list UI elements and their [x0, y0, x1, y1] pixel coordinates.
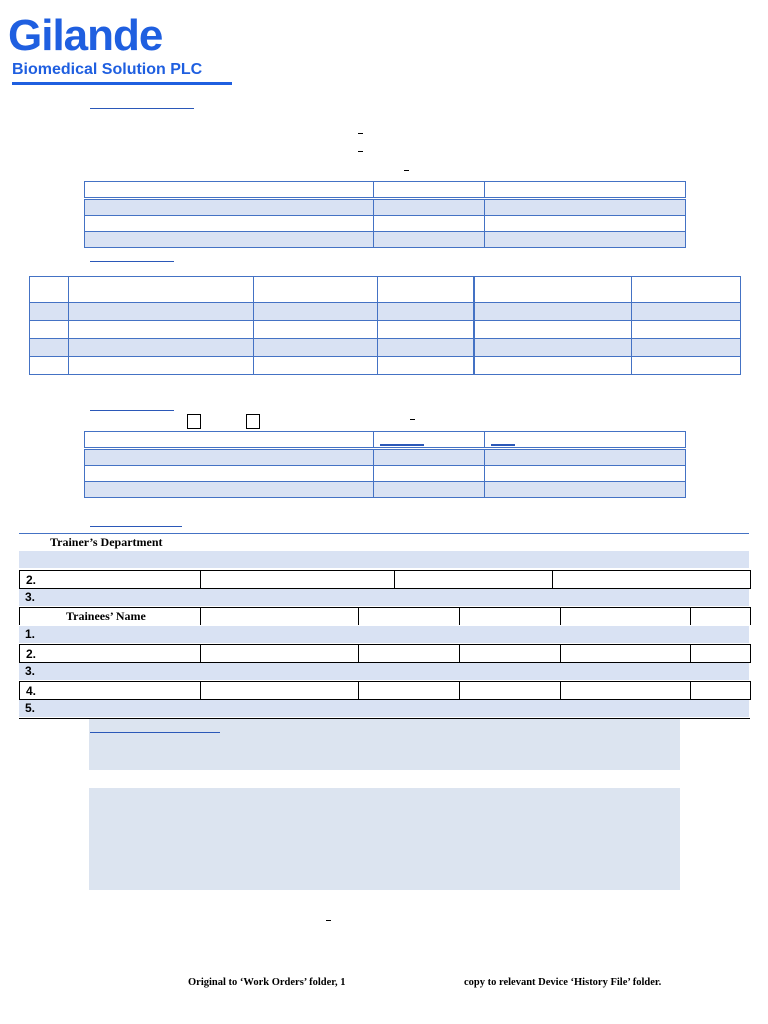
table-cell[interactable]: [632, 321, 741, 339]
table-cell[interactable]: [374, 432, 485, 449]
section-heading-underline: [90, 261, 174, 262]
table-cell[interactable]: [201, 571, 395, 589]
comments-box[interactable]: [89, 788, 680, 890]
table-cell[interactable]: [378, 357, 474, 375]
section-heading-underline: [90, 108, 194, 109]
table-cell[interactable]: [691, 645, 751, 663]
option-checkbox[interactable]: [246, 414, 260, 429]
table-cell[interactable]: [485, 482, 686, 498]
table-cell[interactable]: [30, 277, 69, 303]
table-cell[interactable]: [553, 571, 751, 589]
table-cell[interactable]: [561, 682, 691, 700]
table-cell[interactable]: [460, 682, 561, 700]
row-number: 1.: [25, 627, 36, 641]
table-cell[interactable]: [69, 277, 254, 303]
table-cell[interactable]: [30, 339, 69, 357]
table-cell[interactable]: [69, 321, 254, 339]
table-cell[interactable]: [395, 571, 553, 589]
table-cell[interactable]: [359, 645, 460, 663]
table-cell[interactable]: [378, 321, 474, 339]
table-cell[interactable]: [359, 682, 460, 700]
trainer-table: [19, 570, 751, 589]
table-cell[interactable]: [69, 339, 254, 357]
table-cell[interactable]: [85, 482, 374, 498]
row-number: 2.: [20, 645, 201, 663]
table-cell[interactable]: [359, 608, 460, 626]
table-cell[interactable]: [30, 321, 69, 339]
table-cell[interactable]: [632, 277, 741, 303]
section-heading-underline: [90, 410, 174, 411]
table-cell[interactable]: [374, 232, 485, 248]
table-cell[interactable]: [254, 277, 378, 303]
footer-left-text: Original to ‘Work Orders’ folder, 1: [188, 977, 346, 988]
table-cell[interactable]: [30, 357, 69, 375]
table-cell[interactable]: [485, 449, 686, 466]
table-cell[interactable]: [460, 608, 561, 626]
table-cell[interactable]: [561, 608, 691, 626]
field-dash: [404, 170, 409, 171]
table-cell[interactable]: [485, 182, 686, 199]
company-name: Biomedical Solution PLC: [12, 61, 203, 78]
table-cell[interactable]: [254, 303, 378, 321]
table-cell[interactable]: [201, 682, 359, 700]
band-row: [19, 663, 749, 680]
table-cell[interactable]: [485, 216, 686, 232]
trainee-row: [19, 644, 751, 663]
field-dash: [326, 920, 331, 921]
trainee-row: [19, 681, 751, 700]
trainer-department-label: Trainer’s Department: [50, 535, 163, 549]
table-cell[interactable]: [85, 182, 374, 199]
table-cell[interactable]: [201, 645, 359, 663]
row-number: 2.: [20, 571, 201, 589]
field-dash: [410, 419, 415, 420]
table-cell[interactable]: [474, 277, 632, 303]
row-number: 3.: [25, 664, 36, 678]
table-cell[interactable]: [485, 199, 686, 216]
field-dash: [358, 133, 363, 134]
section-heading-underline: [90, 526, 182, 527]
parts-table: [29, 276, 741, 375]
table-cell[interactable]: [632, 303, 741, 321]
table-cell[interactable]: [374, 482, 485, 498]
table-cell[interactable]: [201, 608, 359, 626]
table-cell[interactable]: [632, 357, 741, 375]
table-cell[interactable]: [85, 232, 374, 248]
table-cell[interactable]: [561, 645, 691, 663]
table-cell[interactable]: [485, 232, 686, 248]
row-number: 4.: [20, 682, 201, 700]
table-cell[interactable]: [374, 216, 485, 232]
table-cell[interactable]: [69, 357, 254, 375]
table-cell[interactable]: [378, 303, 474, 321]
table-cell[interactable]: [254, 357, 378, 375]
table-cell[interactable]: [374, 449, 485, 466]
table-cell[interactable]: [254, 339, 378, 357]
remarks-box[interactable]: [89, 719, 680, 770]
table-cell[interactable]: [254, 321, 378, 339]
band-row: [19, 626, 749, 643]
table-cell[interactable]: [474, 321, 632, 339]
table-cell[interactable]: [378, 339, 474, 357]
option-checkbox[interactable]: [187, 414, 201, 429]
footer-right-text: copy to relevant Device ‘History File’ folder.: [464, 977, 662, 988]
table-cell[interactable]: [85, 432, 374, 449]
field-dash: [358, 151, 363, 152]
table-cell[interactable]: [85, 199, 374, 216]
band-row: [19, 700, 749, 717]
table-cell[interactable]: [374, 182, 485, 199]
trainees-header: [19, 607, 751, 625]
row-number: 3.: [25, 590, 36, 604]
table-cell[interactable]: [485, 466, 686, 482]
table-cell[interactable]: [85, 216, 374, 232]
logo-underline: [12, 82, 232, 85]
remarks-heading-underline: [90, 732, 220, 733]
band-row: [19, 589, 749, 606]
table-cell[interactable]: [474, 339, 632, 357]
table-cell[interactable]: [474, 303, 632, 321]
table-cell[interactable]: [691, 608, 751, 626]
table-cell[interactable]: [485, 432, 686, 449]
table-cell[interactable]: [85, 466, 374, 482]
section-rule: [19, 533, 749, 534]
table-cell[interactable]: [460, 645, 561, 663]
band-row: [19, 551, 749, 568]
table-cell[interactable]: [30, 303, 69, 321]
table-cell[interactable]: [85, 449, 374, 466]
table-cell[interactable]: [474, 357, 632, 375]
company-logo: Gilande: [8, 11, 163, 60]
table-cell[interactable]: [691, 682, 751, 700]
row-number: 5.: [25, 701, 36, 715]
table-cell[interactable]: [378, 277, 474, 303]
test-results-table: [84, 431, 686, 498]
trainees-name-label: Trainees’ Name: [20, 608, 201, 626]
table-cell[interactable]: [69, 303, 254, 321]
table-cell[interactable]: [374, 466, 485, 482]
table-cell[interactable]: [632, 339, 741, 357]
table-cell[interactable]: [374, 199, 485, 216]
device-info-table: [84, 181, 686, 248]
